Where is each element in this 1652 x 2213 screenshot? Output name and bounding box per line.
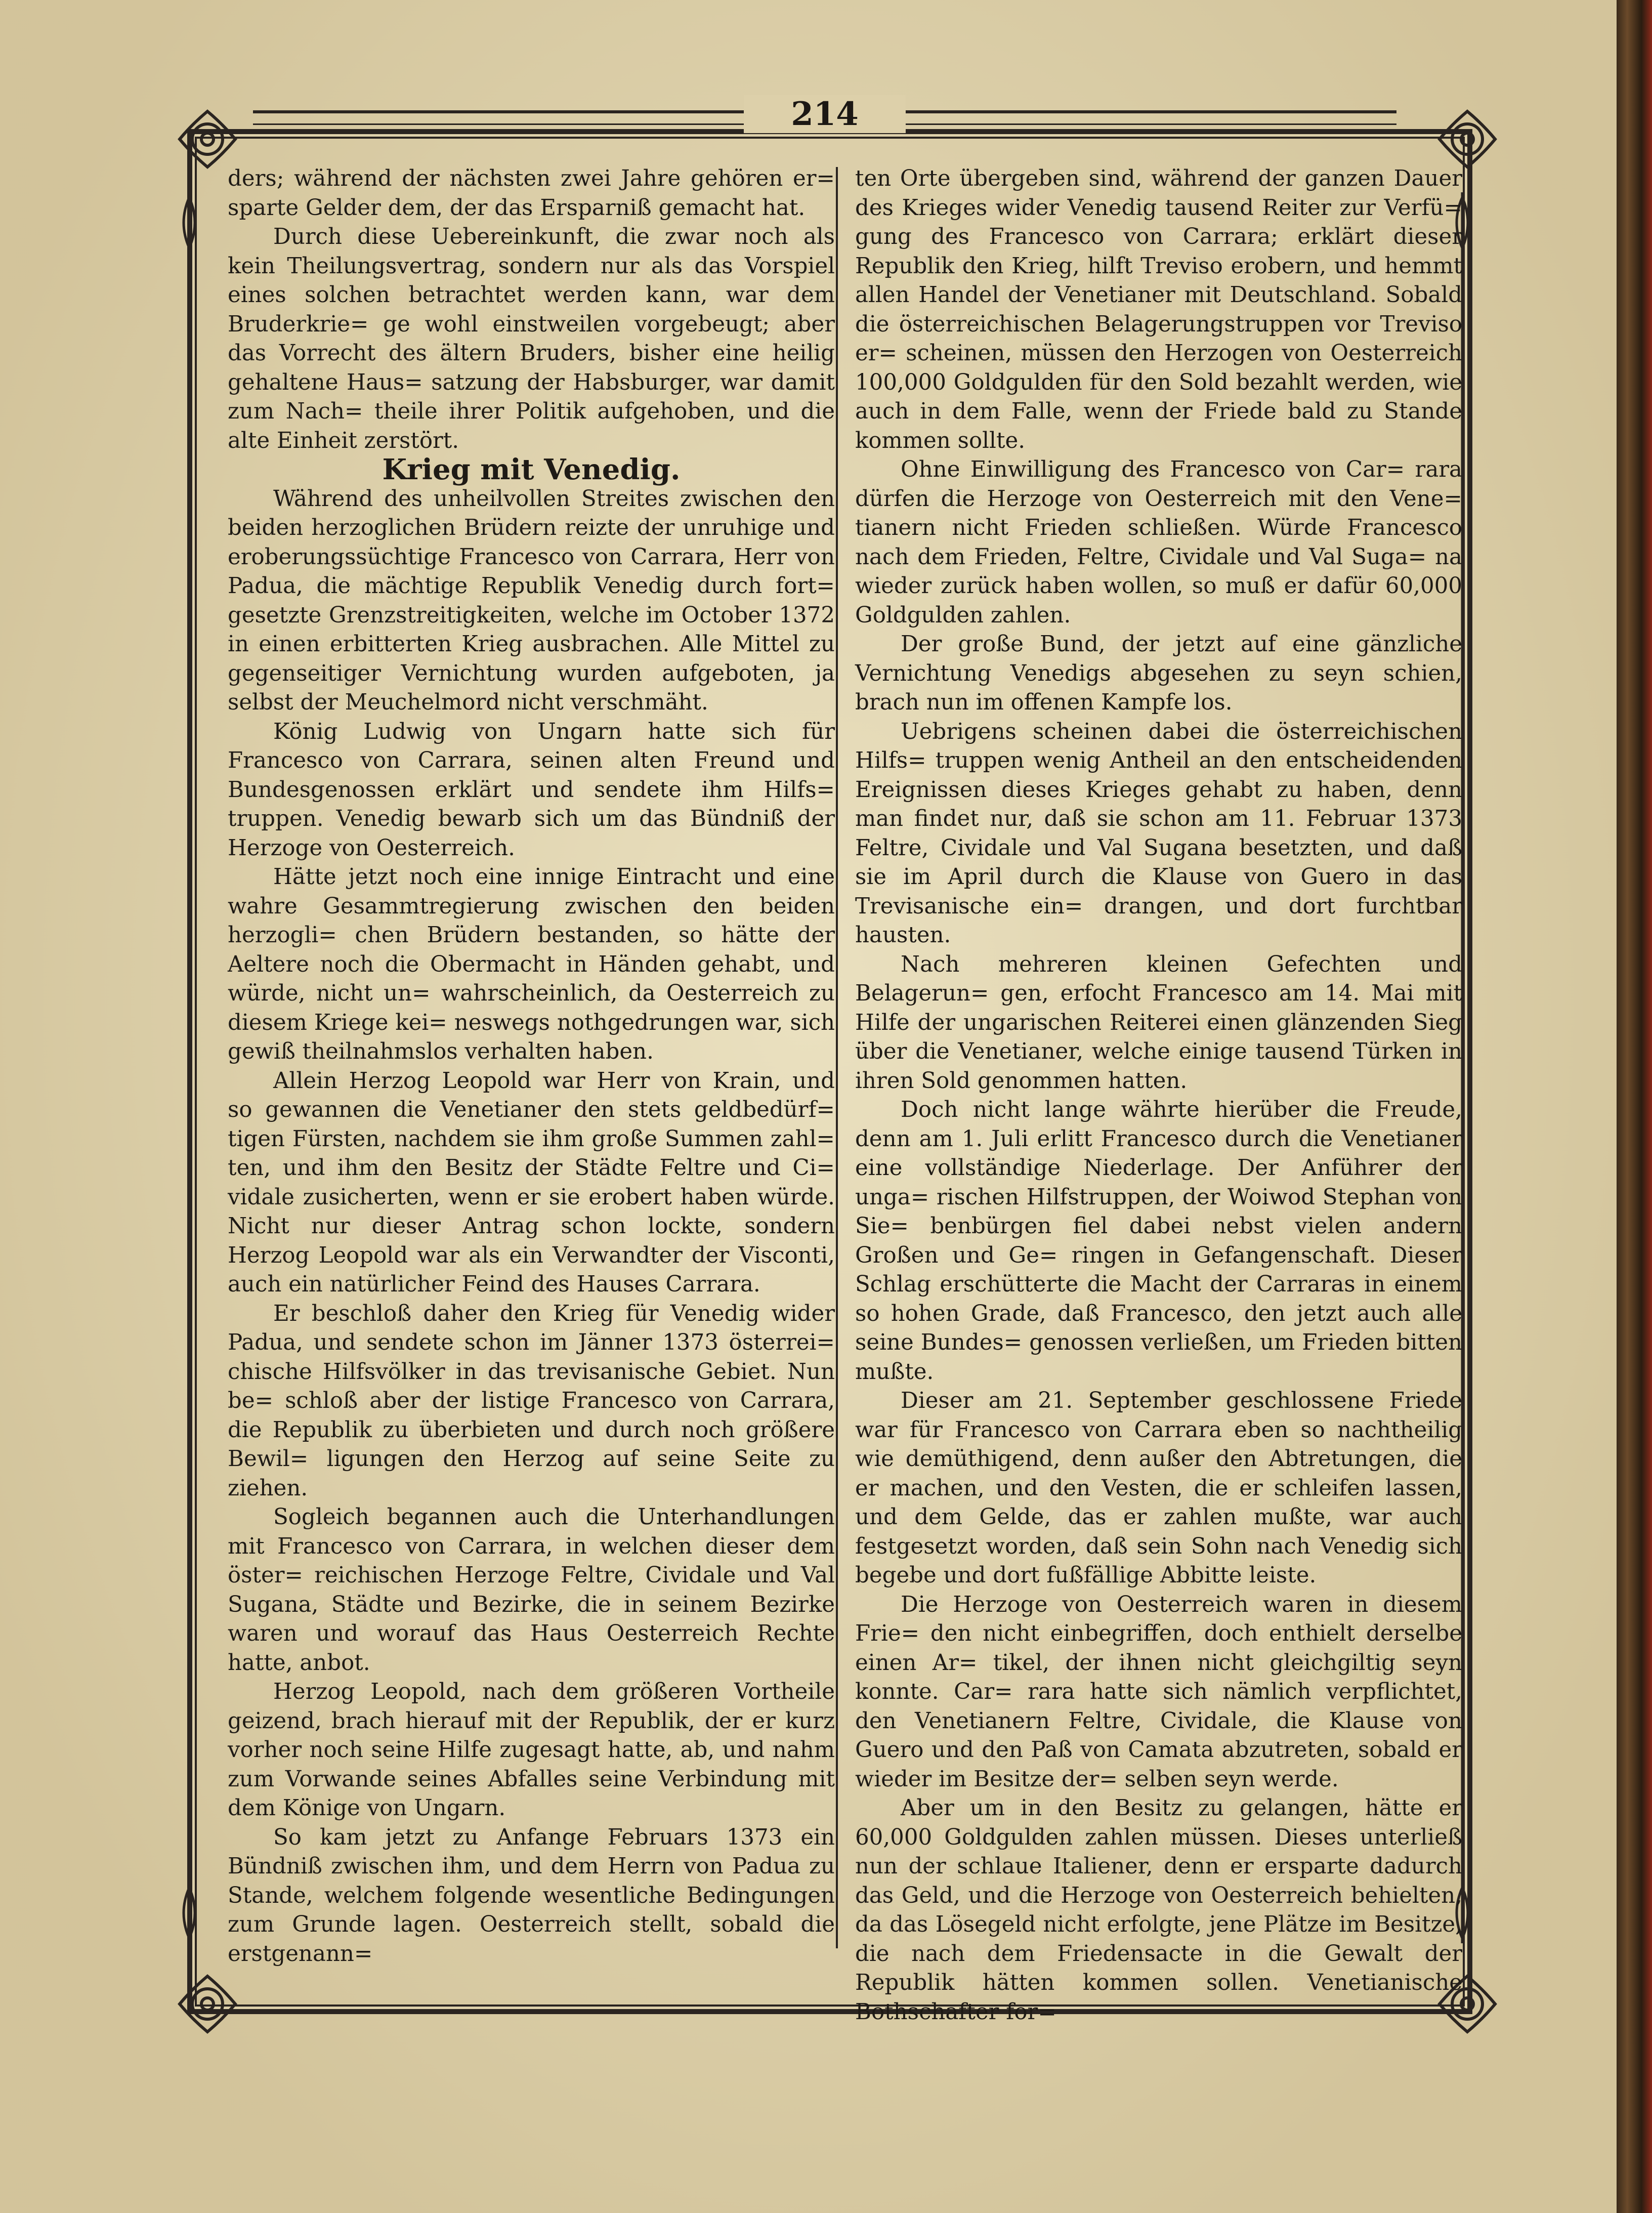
paragraph: Uebrigens scheinen dabei die österreichischen Hilfs= truppen wenig Antheil an den entscheidenden Ereignissen dieses Krieges gehabt zu haben, denn man findet nur, daß sie schon am 11. Februar 1373 Feltre, Cividale und Val Sugana besetzten, und daß sie im April durch die Klause von Guero in das Trevisanische ein= drangen, und dort furchtbar hausten. xyxy=(855,719,1462,948)
paragraph: Doch nicht lange währte hierüber die Freude, denn am 1. Juli erlitt Francesco durch die Venetianer eine vollständige Niederlage. Der Anführer der unga= rischen Hilfstruppen, der Woiwod Stephan von Sie= benbürgen fiel dabei nebst vielen andern Großen und Ge= ringen in Gefangenschaft. Dieser Schlag erschütterte die Macht der Carraras in einem so hohen Grade, daß Francesco, den jetzt auch alle seine Bundes= genossen verließen, um Frieden bitten mußte. xyxy=(855,1097,1462,1385)
paragraph: Allein Herzog Leopold war Herr von Krain, und so gewannen die Venetianer den stets geldbedürf= tigen Fürsten, nachdem sie ihm große Summen zahl= ten, und ihm den Besitz der Städte Feltre und Ci= vidale zusicherten, wenn er sie erobert haben würde. Nicht nur dieser Antrag schon lockte, sondern Herzog Leopold war als ein Verwandter der Visconti, auch ein natürlicher Feind des Hauses Carrara. xyxy=(228,1068,835,1297)
header-rule-right xyxy=(891,110,1396,125)
paragraph: Hätte jetzt noch eine innige Eintracht und eine wahre Gesammtregierung zwischen den beiden herzogli= chen Brüdern bestanden, so hätte der Aeltere noch die Obermacht in Händen gehabt, und würde, nicht un= wahrscheinlich, da Oesterreich zu diesem Kriege kei= neswegs nothgedrungen war, sich gewiß theilnahmslos verhalten haben. xyxy=(228,864,835,1064)
paragraph: Er beschloß daher den Krieg für Venedig wider Padua, und sendete schon im Jänner 1373 österrei= chische Hilfsvölker in das trevisanische Gebiet. Nun be= schloß aber der listige Francesco von Carrara, die Republik zu überbieten und durch noch größere Bewil= ligungen den Herzog auf seine Seite zu ziehen. xyxy=(228,1301,835,1501)
paragraph: Durch diese Uebereinkunft, die zwar noch als kein Theilungsvertrag, sondern nur als das Vorspiel eines solchen betrachtet werden kann, war dem Bruderkrie= ge wohl einstweilen vorgebeugt; aber das Vorrecht des ältern Bruders, bisher eine heilig gehaltene Haus= satzung der Habsburger, war damit zum Nach= theile ihrer Politik aufgehoben, und die alte Einheit zerstört. xyxy=(228,224,835,453)
paragraph: Während des unheilvollen Streites zwischen den beiden herzoglichen Brüdern reizte der unruhige und eroberungssüchtige Francesco von Carrara, Herr von Padua, die mächtige Republik Venedig durch fort= gesetzte Grenzstreitigkeiten, welche im October 1372 in einen erbitterten Krieg ausbrachen. Alle Mittel zu gegenseitiger Vernichtung wurden aufgeboten, ja selbst der Meuchelmord nicht verschmäht. xyxy=(228,486,835,715)
paragraph: Nach mehreren kleinen Gefechten und Belagerun= gen, erfocht Francesco am 14. Mai mit Hilfe der ungarischen Reiterei einen glänzenden Sieg über die Venetianer, welche einige tausend Türken in ihren Sold genommen hatten. xyxy=(855,951,1462,1094)
paragraph: Der große Bund, der jetzt auf eine gänzliche Vernichtung Venedigs abgesehen zu seyn schien, brach nun im offenen Kampfe los. xyxy=(855,632,1462,715)
left-border-ornament-icon xyxy=(178,192,200,1943)
page-number: 214 xyxy=(744,95,906,133)
paragraph: So kam jetzt zu Anfange Februars 1373 ein Bündniß zwischen ihm, und dem Herrn von Padua zu Stande, welchem folgende wesentliche Bedingungen zum Grunde lagen. Oesterreich stellt, sobald die erstgenann= xyxy=(228,1824,835,1967)
paragraph: Sogleich begannen auch die Unterhandlungen mit Francesco von Carrara, in welchen dieser dem öster= reichischen Herzoge Feltre, Cividale und Val Sugana, Städte und Bezirke, die in seinem Bezirke waren und worauf das Haus Oesterreich Rechte hatte, anbot. xyxy=(228,1505,835,1676)
paragraph: Herzog Leopold, nach dem größeren Vortheile geizend, brach hierauf mit der Republik, der er kurz vorher noch seine Hilfe zugesagt hatte, ab, und nahm zum Vorwande seines Abfalles seine Verbindung mit dem Könige von Ungarn. xyxy=(228,1679,835,1821)
paragraph: Dieser am 21. September geschlossene Friede war für Francesco von Carrara eben so nachtheilig wie demüthigend, denn außer den Abtretungen, die er machen, und den Vesten, die er schleifen lassen, und dem Gelde, das er zahlen mußte, war auch festgesetzt worden, daß sein Sohn nach Venedig sich begebe und dort fußfällige Abbitte leiste. xyxy=(855,1388,1462,1588)
left-text-column xyxy=(228,164,835,1966)
paragraph: Ohne Einwilligung des Francesco von Car= rara dürfen die Herzoge von Oesterreich mit den Vene= tianern nicht Frieden schließen. Würde Francesco nach dem Frieden, Feltre, Cividale und Val Suga= na wieder zurück haben wollen, so muß er dafür 60,000 Goldgulden zahlen. xyxy=(855,457,1462,628)
column-divider xyxy=(836,167,838,1948)
paragraph: König Ludwig von Ungarn hatte sich für Francesco von Carrara, seinen alten Freund und Bundesgenossen erklärt und sendete ihm Hilfs= truppen. Venedig bewarb sich um das Bündniß der Herzoge von Oesterreich. xyxy=(228,719,835,861)
book-spine-edge xyxy=(1617,0,1652,2213)
paragraph: ders; während der nächsten zwei Jahre gehören er= sparte Gelder dem, der das Ersparniß gemacht hat. xyxy=(228,166,835,221)
corner-ornament-icon xyxy=(170,1966,245,2042)
header-rule-left xyxy=(253,110,759,125)
section-heading: Krieg mit Venedig. xyxy=(382,453,681,486)
paragraph: Aber um in den Besitz zu gelangen, hätte er 60,000 Goldgulden zahlen müssen. Dieses unterließ nun der schlaue Italiener, denn er ersparte dadurch das Geld, und die Herzoge von Oesterreich behielten, da das Lösegeld nicht erfolgte, jene Plätze im Besitze, die nach dem Friedensacte in die Gewalt der Republik hätten kommen sollen. Venetianische Bothschafter for= xyxy=(855,1796,1462,2025)
right-text-column xyxy=(855,164,1462,2025)
paragraph: Die Herzoge von Oesterreich waren in diesem Frie= den nicht einbegriffen, doch enthielt derselbe einen Ar= tikel, der ihnen nicht gleichgiltig seyn konnte. Car= rara hatte sich nämlich verpflichtet, den Venetianern Feltre, Cividale, die Klause von Guero und den Paß von Camata abzutreten, sobald er wieder im Besitze der= selben seyn werde. xyxy=(855,1592,1462,1792)
paragraph: ten Orte übergeben sind, während der ganzen Dauer des Krieges wider Venedig tausend Reiter zur Verfü= gung des Francesco von Carrara; erklärt dieser Republik den Krieg, hilft Treviso erobern, und hemmt allen Handel der Venetianer mit Deutschland. Sobald die österreichischen Belagerungstruppen vor Treviso er= scheinen, müssen den Herzogen von Oesterreich 100,000 Goldgulden für den Sold bezahlt werden, wie auch in dem Falle, wenn der Friede bald zu Stande kommen sollte. xyxy=(855,166,1462,453)
